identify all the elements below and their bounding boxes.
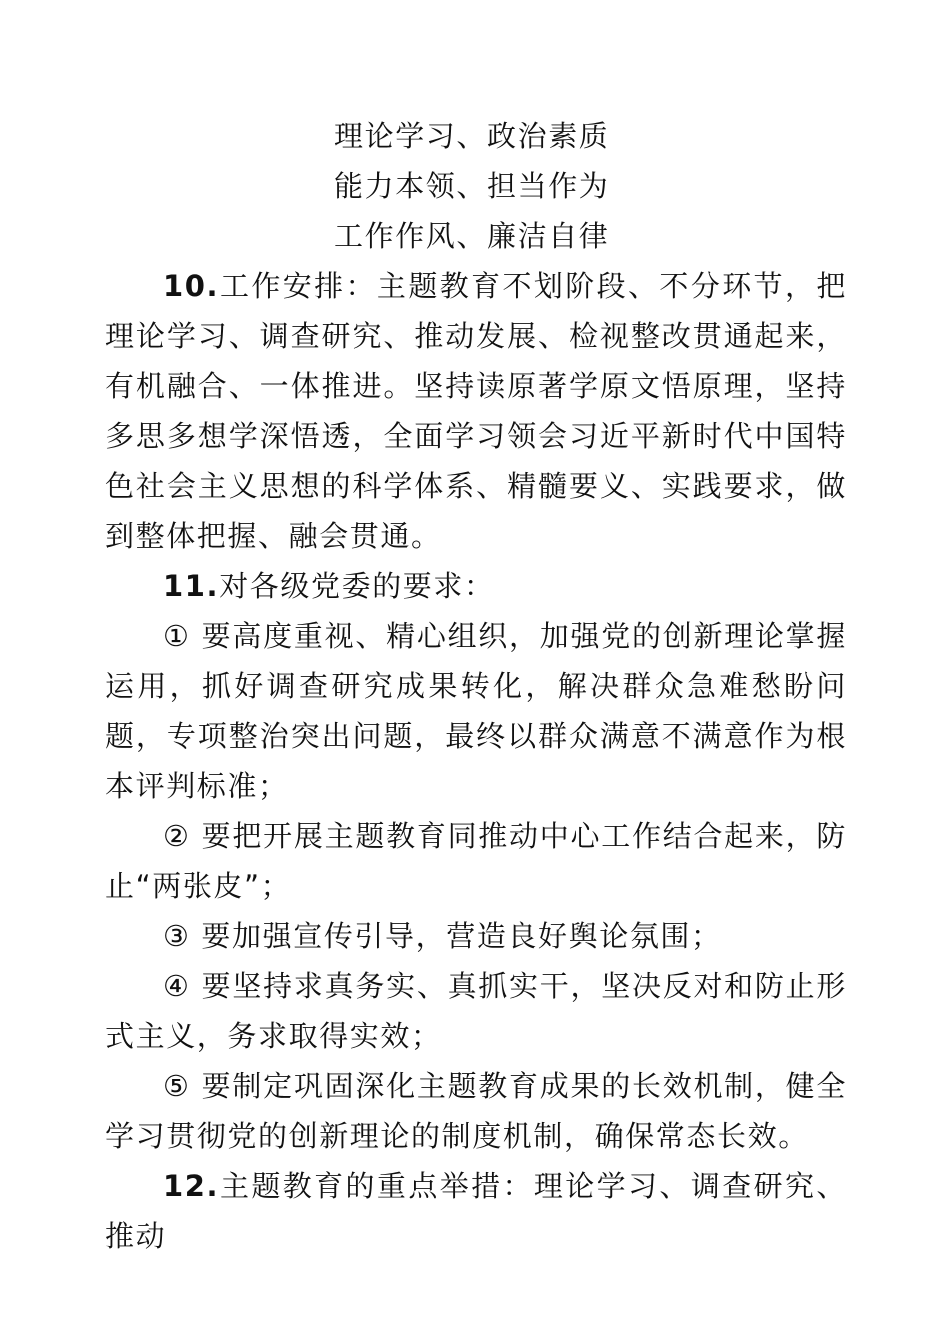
requirement-4: ④ 要坚持求真务实、真抓实干，坚决反对和防止形式主义，务求取得实效； <box>105 969 847 1053</box>
item-12-number: 12. <box>163 1169 220 1203</box>
requirement-2: ② 要把开展主题教育同推动中心工作结合起来，防止“两张皮”； <box>105 819 847 903</box>
requirement-1: ① 要高度重视、精心组织，加强党的创新理论掌握运用，抓好调查研究成果转化，解决群众急难愁盼问题，专项整治突出问题，最终以群众满意不满意作为根本评判标准； <box>105 619 847 803</box>
item-12-paragraph <box>105 1161 847 1261</box>
item-11-text: 对各级党委的要求： <box>219 569 495 603</box>
item-11-number: 11. <box>163 569 220 603</box>
heading-line-3: 工作作风、廉洁自律 <box>334 219 610 253</box>
item-10-text: 工作安排：主题教育不划阶段、不分环节，把理论学习、调查研究、推动发展、检视整改贯通起来，有机融合、一体推进。坚持读原著学原文悟原理，坚持多思多想学深悟透，全面学习领会习近平新时代中国特色社会主义思想的科学体系、精髓要义、实践要求，做到整体把握、融会贯通。 <box>105 269 847 553</box>
item-12-text: 主题教育的重点举措：理论学习、调查研究、推动 <box>105 1169 847 1253</box>
heading-line-2: 能力本领、担当作为 <box>334 169 610 203</box>
requirement-5: ⑤ 要制定巩固深化主题教育成果的长效机制，健全学习贯彻党的创新理论的制度机制，确保常态长效。 <box>105 1069 847 1153</box>
item-10-number: 10. <box>163 269 220 303</box>
document-body <box>105 111 847 1261</box>
item-11-paragraph <box>105 561 847 611</box>
requirement-3: ③ 要加强宣传引导，营造良好舆论氛围； <box>163 919 722 953</box>
heading-line-1: 理论学习、政治素质 <box>334 119 610 153</box>
item-10-paragraph <box>105 261 847 561</box>
